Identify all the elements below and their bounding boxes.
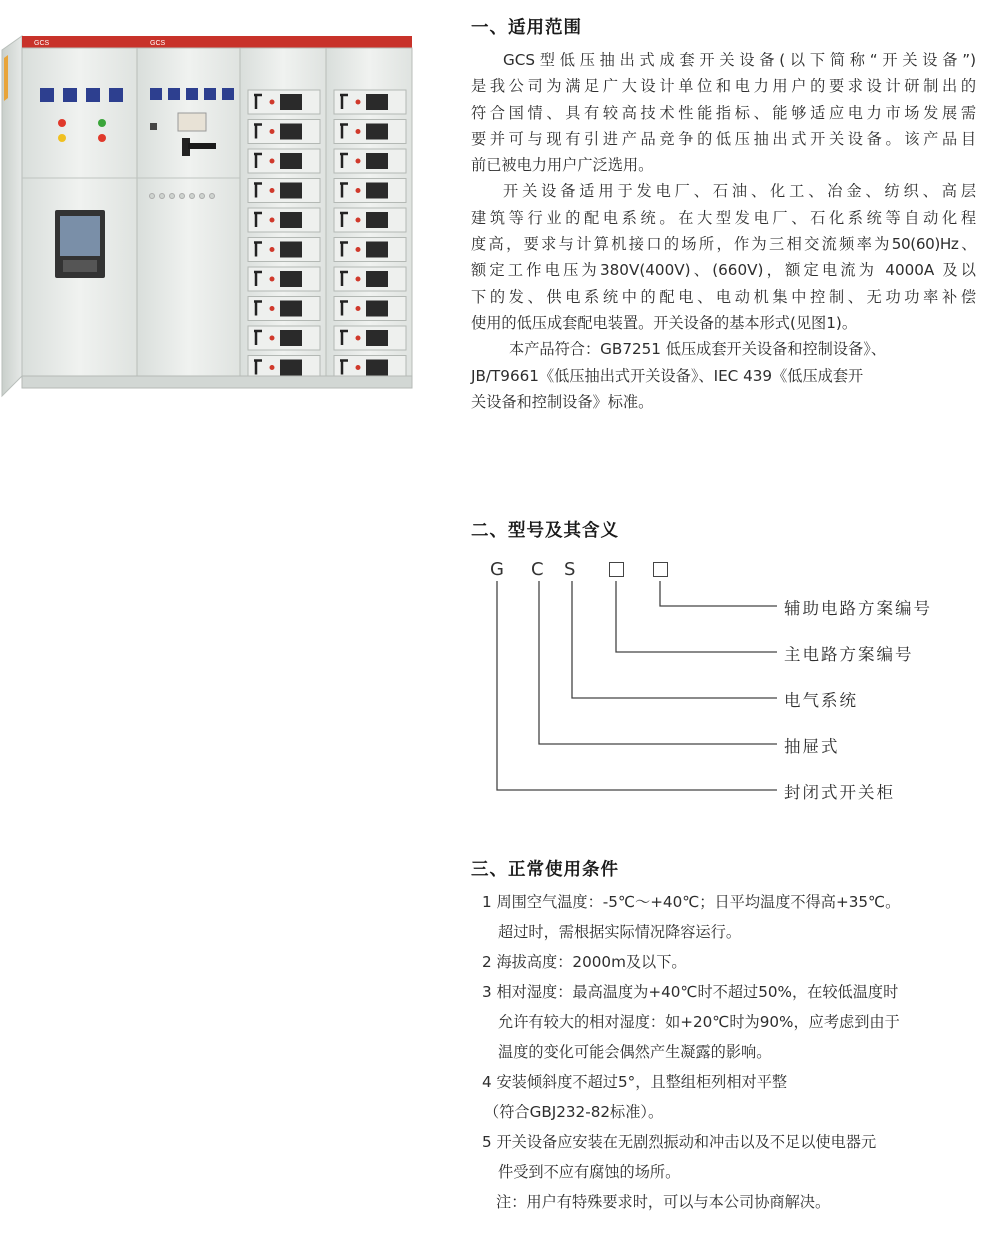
cond-line-3: 2 海拔高度：2000m及以下。	[482, 953, 687, 971]
cond-line-7: 4 安装倾斜度不超过5°，且整组柜列相对平整	[482, 1073, 788, 1091]
para1-line-4: 要并可与现有引进产品竞争的低压抽出式开关设备。该产品目	[471, 129, 976, 148]
para1-line-3: 符合国情、具有较高技术性能指标、能够适应电力市场发展需	[471, 103, 976, 122]
para2-line-1: 开关设备适用于发电厂、石油、化工、冶金、纺织、高层	[503, 182, 976, 201]
cond-line-5: 允许有较大的相对湿度：如+20℃时为90%，应考虑到由于	[498, 1013, 900, 1031]
cond-line-4: 3 相对湿度：最高温度为+40℃时不超过50%，在较低温度时	[482, 983, 899, 1001]
para1-line-5: 前已被电力用户广泛选用。	[471, 156, 654, 175]
cond-line-8: （符合GBJ232-82标准）。	[484, 1103, 664, 1121]
para2-line-5: 下的发、供电系统中的配电、电动机集中控制、无功功率补偿	[471, 287, 976, 306]
cond-line-9: 5 开关设备应安装在无剧烈振动和冲击以及不足以使电器元	[482, 1133, 877, 1151]
label-drawer-type: 抽屉式	[784, 737, 840, 756]
para2-line-6: 使用的低压成套配电装置。开关设备的基本形式(见图1)。	[471, 313, 858, 332]
cond-line-6: 温度的变化可能会偶然产生凝露的影响。	[498, 1043, 772, 1061]
cond-line-1: 1 周围空气温度：-5℃～+40℃；日平均温度不得高+35℃。	[482, 893, 901, 911]
cond-line-11: 注：用户有特殊要求时，可以与本公司协商解决。	[496, 1193, 831, 1211]
para1-line-1: GCS型低压抽出式成套开关设备(以下简称“开关设备”)	[503, 51, 976, 69]
code-letter-s: S	[564, 559, 576, 580]
para2-line-4: 额定工作电压为380V(400V)、(660V)，额定电流为 4000A 及以	[471, 261, 976, 280]
cond-line-2: 超过时，需根据实际情况降容运行。	[498, 923, 741, 941]
section3-heading: 三、正常使用条件	[471, 860, 619, 880]
para2-line-2: 建筑等行业的配电系统。在大型发电厂、石化系统等自动化程	[471, 208, 976, 227]
label-aux-circuit: 辅助电路方案编号	[784, 599, 932, 618]
para2-line-3: 度高，要求与计算机接口的场所，作为三相交流频率为50(60)Hz、	[471, 235, 976, 254]
label-main-circuit: 主电路方案编号	[784, 645, 914, 664]
cabinet-label-2: GCS	[150, 40, 166, 47]
cond-line-10: 件受到不应有腐蚀的场所。	[498, 1163, 681, 1181]
para3-line-3: 关设备和控制设备》标准。	[471, 392, 654, 411]
code-letter-c: C	[531, 559, 544, 580]
code-letter-g: G	[490, 559, 504, 580]
para3-line-2: JB/T9661《低压抽出式开关设备》、IEC 439《低压成套开	[471, 366, 864, 385]
label-electrical-system: 电气系统	[784, 691, 858, 710]
section1-heading: 一、适用范围	[471, 18, 582, 38]
section2-heading: 二、型号及其含义	[471, 521, 619, 541]
section3-body	[482, 887, 982, 1217]
label-enclosed-cabinet: 封闭式开关柜	[784, 783, 895, 802]
para3-line-1: 本产品符合：GB7251 低压成套开关设备和控制设备》、	[509, 340, 887, 359]
cabinet-label-1: GCS	[34, 40, 50, 47]
para1-line-2: 是我公司为满足广大设计单位和电力用户的要求设计研制出的	[471, 77, 976, 96]
